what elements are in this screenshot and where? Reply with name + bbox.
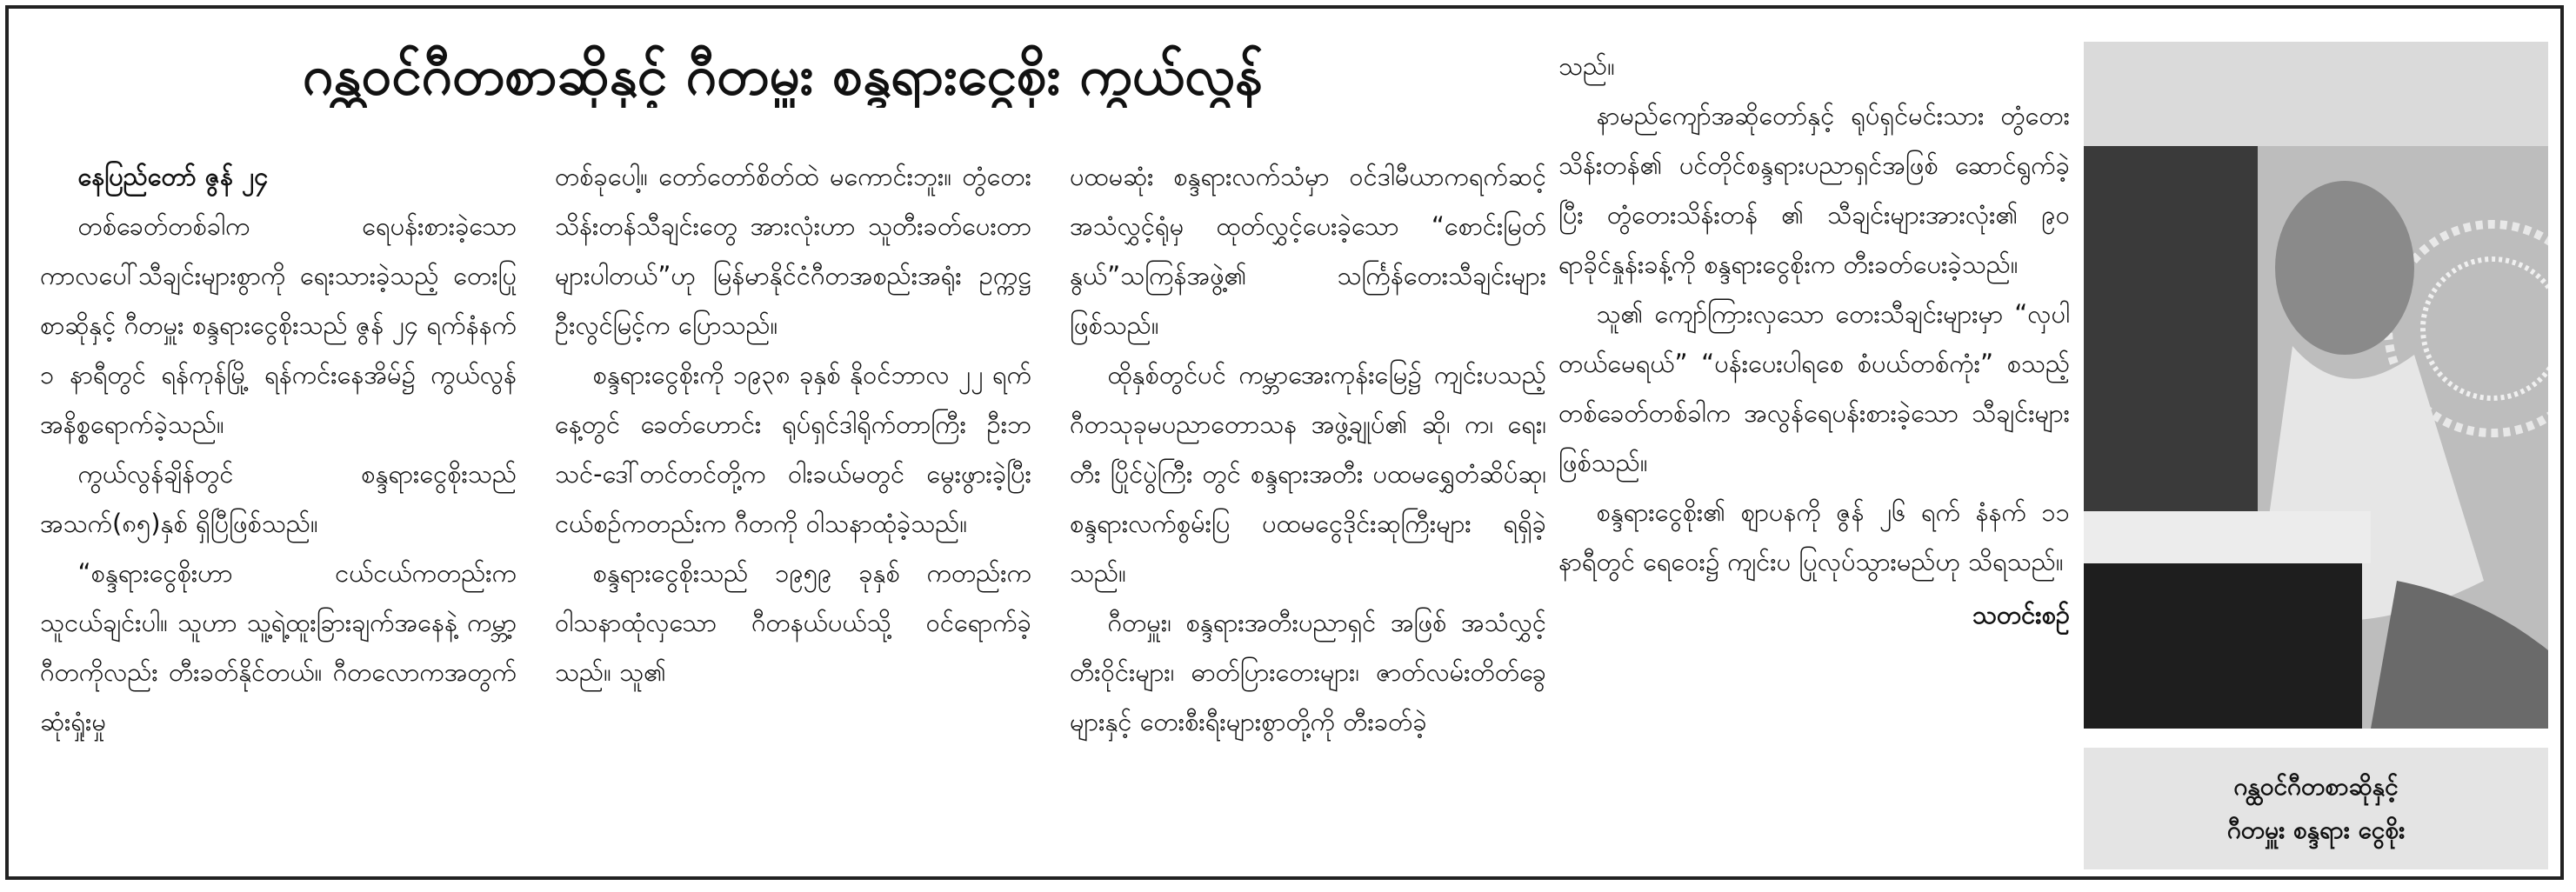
photo-caption (2084, 748, 2548, 869)
column-4 (1558, 42, 2070, 868)
column-1 (21, 152, 536, 874)
paragraph: ဂီတမှူး၊ စန္ဒရားအတီးပညာရှင် အဖြစ် အသံလွှင့်တီးဝိုင်းများ၊ ဓာတ်ပြားတေးများ၊ ဇာတ်လမ်းတိတ်ခွေများနှင့် တေးစီးရီးများစွာတို့ကို တီးခတ်ခဲ့ (1070, 608, 1546, 736)
column-3 (1051, 152, 1565, 874)
article-columns (21, 152, 1565, 874)
paragraph: ထိုနှစ်တွင်ပင် ကမ္ဘာအေးကုန်းမြေ၌ ကျင်းပသည့် ဂီတသုခုမပညာတောသန အဖွဲ့ချုပ်၏ ဆို၊ က၊ ရေး၊ တီး ပြိုင်ပွဲကြီး တွင် စန္ဒရားအတီး ပထမရွှေတံဆိပ်ဆု၊ စန္ဒရားလက်စွမ်းပြ ပထမငွေဒိုင်းဆုကြီးများ ရရှိခဲ့သည်။ (1070, 360, 1546, 588)
dateline: နေပြည်တော် ဇွန် ၂၄ (77, 162, 269, 191)
photo-illustration (2084, 42, 2548, 729)
paragraph: ကွယ်လွန်ချိန်တွင် စန္ဒရားငွေစိုးသည် အသက်(၈၅)နှစ် ရှိပြီဖြစ်သည်။ (40, 459, 517, 538)
headline: ဂန္ထဝင်ဂီတစာဆိုနှင့် ဂီတမှူး စန္ဒရားငွေစိုး ကွယ်လွန် (302, 43, 1264, 107)
paragraph: စန္ဒရားငွေစိုး၏ ဈာပနကို ဇွန် ၂၆ ရက် နံနက် ၁၁ နာရီတွင် ရေဝေး၌ ကျင်းပ ပြုလုပ်သွားမည်ဟု သိရသည်။ (1558, 497, 2070, 576)
paragraph: တစ်ခေတ်တစ်ခါက ရေပန်းစားခဲ့သော ကာလပေါ်သီချင်းများစွာကို ရေးသားခဲ့သည့် တေးပြုစာဆိုနှင့် ဂီတမှူး စန္ဒရားငွေစိုးသည် ဇွန် ၂၄ ရက်နံနက် ၁ နာရီတွင် ရန်ကုန်မြို့ ရန်ကင်းနေအိမ်၌ ကွယ်လွန်အနိစ္စရောက်ခဲ့သည်။ (40, 211, 517, 439)
paragraph: သည်။ (1558, 51, 1615, 81)
photo-pianist (2084, 42, 2548, 729)
caption-line: ဂီတမှူး စန္ဒရား ငွေစိုး (2226, 815, 2406, 844)
paragraph: စန္ဒရားငွေစိုးကို ၁၉၃၈ ခုနှစ် နိုဝင်ဘာလ ၂၂ ရက်နေ့တွင် ခေတ်ဟောင်း ရုပ်ရှင်ဒါရိုက်တာကြီး ဦးဘသင်-ဒေါ်တင်တင်တို့က ဝါးခယ်မတွင် မွေးဖွားခဲ့ပြီး ငယ်စဉ်ကတည်းက ဂီတကို ဝါသနာထုံခဲ့သည်။ (555, 360, 1031, 538)
paragraph: စန္ဒရားငွေစိုးသည် ၁၉၅၉ ခုနှစ် ကတည်းက ဝါသနာထုံလှသော ဂီတနယ်ပယ်သို့ ဝင်ရောက်ခဲ့သည်။ သူ၏ (555, 558, 1031, 687)
paragraph: “စန္ဒရားငွေစိုးဟာ ငယ်ငယ်ကတည်းက သူငယ်ချင်းပါ။ သူဟာ သူ့ရဲ့ထူးခြားချက်အနေနဲ့ ကမ္ဘာ့ဂီတကိုလည်း တီးခတ်နိုင်တယ်။ ဂီတလောကအတွက် ဆုံးရှုံးမှု (40, 558, 517, 736)
article-frame (5, 5, 2564, 880)
column-2 (536, 152, 1051, 874)
paragraph: နာမည်ကျော်အဆိုတော်နှင့် ရုပ်ရှင်မင်းသား တွံတေးသိန်းတန်၏ ပင်တိုင်စန္ဒရားပညာရှင်အဖြစ် ဆောင်ရွက်ခဲ့ပြီး တွံတေးသိန်းတန် ၏ သီချင်းများအားလုံး၏ ၉၀ ရာခိုင်နှုန်းခန့်ကို စန္ဒရားငွေစိုးက တီးခတ်ပေးခဲ့သည်။ (1558, 101, 2070, 279)
paragraph: သူ၏ ကျော်ကြားလှသော တေးသီချင်းများမှာ “လှပါတယ်မေရယ်” “ပန်းပေးပါရစေ စံပယ်တစ်ကုံး” စသည့် တစ်ခေတ်တစ်ခါက အလွန်ရေပန်းစားခဲ့သော သီချင်းများဖြစ်သည်။ (1558, 299, 2070, 477)
paragraph: တစ်ခုပေါ့။ တော်တော်စိတ်ထဲ မကောင်းဘူး။ တွံတေးသိန်းတန်သီချင်းတွေ အားလုံးဟာ သူတီးခတ်ပေးတာ များပါတယ်”ဟု မြန်မာနိုင်ငံဂီတအစည်းအရုံး ဥက္ကဋ္ဌ ဦးလွင်မြင့်က ပြောသည်။ (555, 162, 1031, 340)
paragraph: ပထမဆုံး စန္ဒရားလက်သံမှာ ဝင်ဒါမီယာကရက်ဆင့် အသံလွှင့်ရုံမှ ထုတ်လွှင့်ပေးခဲ့သော “စောင်းမြတ်နွယ်”သကြန်အဖွဲ့၏ သင်္ကြန်တေးသီချင်းများဖြစ်သည်။ (1070, 162, 1546, 340)
byline: သတင်းစဉ် (1972, 600, 2070, 629)
caption-line: ဂန္ထဝင်ဂီတစာဆိုနှင့် (2233, 772, 2399, 801)
